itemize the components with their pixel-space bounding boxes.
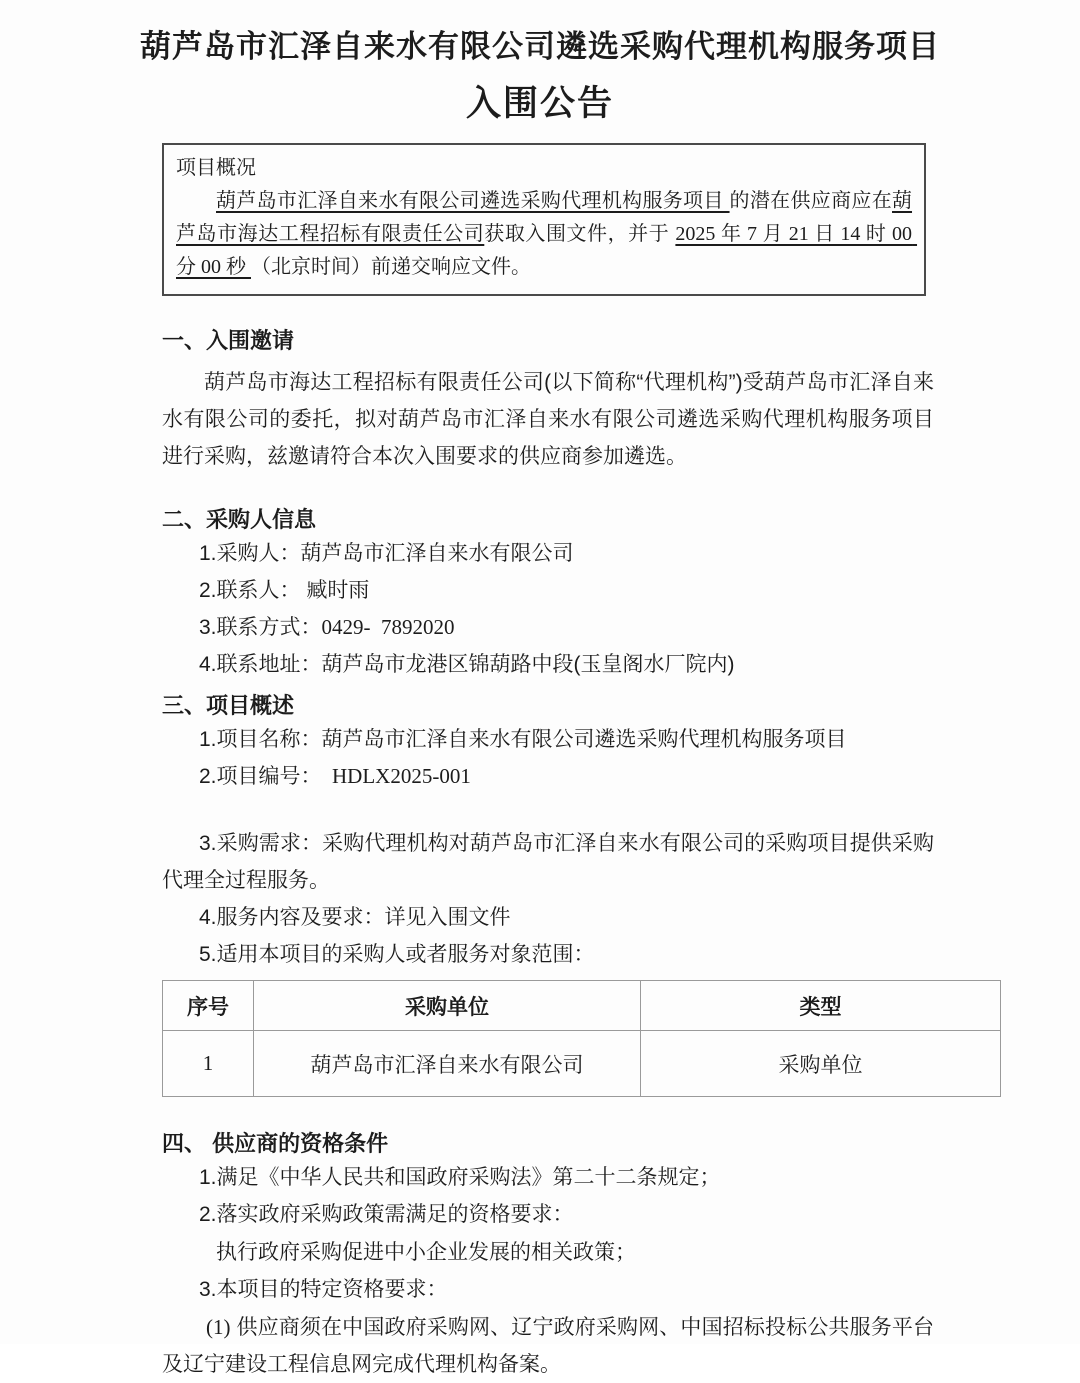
section-invitation xyxy=(162,326,934,475)
contact-phone-value: 0429- 7892020 xyxy=(321,615,455,639)
project-overview-box xyxy=(162,143,926,296)
contact-address-row xyxy=(162,646,934,683)
list-marker-1: (1) xyxy=(206,1315,231,1339)
section1-body: 葫芦岛市海达工程招标有限责任公司(以下简称“代理机构”)受葫芦岛市汇泽自来水有限公司的委托，拟对葫芦岛市汇泽自来水有限公司遴选采购代理机构服务项目进行采购，兹邀请符合本次入围要求的供应商参加遴选。 xyxy=(162,371,934,468)
purchaser-name-row xyxy=(162,535,934,572)
table-header-type: 类型 xyxy=(641,981,1001,1031)
qualification-item-3-sub xyxy=(162,1309,934,1383)
section4-heading: 四、 供应商的资格条件 xyxy=(162,1131,389,1156)
qualification-item-2: 2.落实政府采购政策需满足的资格要求： xyxy=(199,1203,574,1226)
qualification-item-3-sub-text: 供应商须在中国政府采购网、辽宁政府采购网、中国招标投标公共服务平台及辽宁建设工程信息网完成代理机构备案。 xyxy=(162,1316,934,1376)
overview-project-name: 葫芦岛市汇泽自来水有限公司遴选采购代理机构服务项目 xyxy=(216,190,730,212)
table-cell-type: 采购单位 xyxy=(641,1031,1001,1097)
contact-address-label: 4.联系地址： xyxy=(199,653,322,676)
purchaser-scope-table xyxy=(162,980,1001,1097)
overview-agency-name: 葫芦岛市海达工程招标有限责任公司 xyxy=(176,190,913,245)
overview-text-3: （北京时间）前递交响应文件。 xyxy=(251,256,531,278)
table-header-row xyxy=(163,981,1001,1031)
table-header-no: 序号 xyxy=(163,981,254,1031)
project-name-value: 葫芦岛市汇泽自来水有限公司遴选采购代理机构服务项目 xyxy=(321,728,847,751)
contact-phone-label: 3.联系方式： xyxy=(199,616,322,639)
contact-person-row xyxy=(162,572,934,609)
scope-intro-row: 5.适用本项目的采购人或者服务对象范围： xyxy=(199,943,595,966)
contact-phone-row xyxy=(162,609,934,646)
table-row xyxy=(163,1031,1001,1097)
procurement-demand-row: 3.采购需求：采购代理机构对葫芦岛市汇泽自来水有限公司的采购项目提供采购代理全过程服务。 xyxy=(162,832,934,892)
qualification-item-1: 1.满足《中华人民共和国政府采购法》第二十二条规定； xyxy=(199,1166,721,1189)
project-number-value: HDLX2025-001 xyxy=(321,764,471,788)
purchaser-name-value: 葫芦岛市汇泽自来水有限公司 xyxy=(300,542,574,565)
table-header-unit: 采购单位 xyxy=(254,981,641,1031)
document-title-line1: 葫芦岛市汇泽自来水有限公司遴选采购代理机构服务项目 xyxy=(140,29,940,64)
contact-address-value: 葫芦岛市龙港区锦葫路中段(玉皇阁水厂院内) xyxy=(321,653,735,676)
purchaser-name-label: 1.采购人： xyxy=(199,542,301,565)
project-number-label: 2.项目编号： xyxy=(199,765,322,788)
overview-paragraph xyxy=(176,185,918,284)
contact-person-label: 2.联系人： xyxy=(199,579,301,602)
project-name-label: 1.项目名称： xyxy=(199,728,322,751)
section-project-summary xyxy=(162,691,934,973)
section3-heading: 三、项目概述 xyxy=(162,693,295,718)
project-number-row xyxy=(162,758,934,795)
table-cell-no: 1 xyxy=(163,1031,254,1097)
table-cell-unit: 葫芦岛市汇泽自来水有限公司 xyxy=(254,1031,641,1097)
section2-heading: 二、采购人信息 xyxy=(162,507,317,532)
section1-heading: 一、入围邀请 xyxy=(162,328,295,353)
qualification-item-2-sub: 执行政府采购促进中小企业发展的相关政策； xyxy=(216,1241,636,1264)
overview-heading: 项目概况 xyxy=(176,157,256,179)
overview-text-2: 获取入围文件，并于 xyxy=(484,223,676,245)
overview-text-1: 的潜在供应商应在 xyxy=(729,190,893,212)
section-purchaser-info xyxy=(162,505,934,683)
service-content-row: 4.服务内容及要求：详见入围文件 xyxy=(199,906,511,929)
contact-person-value: 臧时雨 xyxy=(300,579,370,602)
qualification-item-3: 3.本项目的特定资格要求： xyxy=(199,1278,448,1301)
document-content xyxy=(0,143,1080,1383)
document-title-line2: 入围公告 xyxy=(465,84,614,123)
section-qualification xyxy=(162,1129,934,1383)
project-name-row xyxy=(162,721,934,758)
overview-deadline: 2025 年 7 月 21 日 14 时 00 分 00 秒 xyxy=(176,223,918,278)
